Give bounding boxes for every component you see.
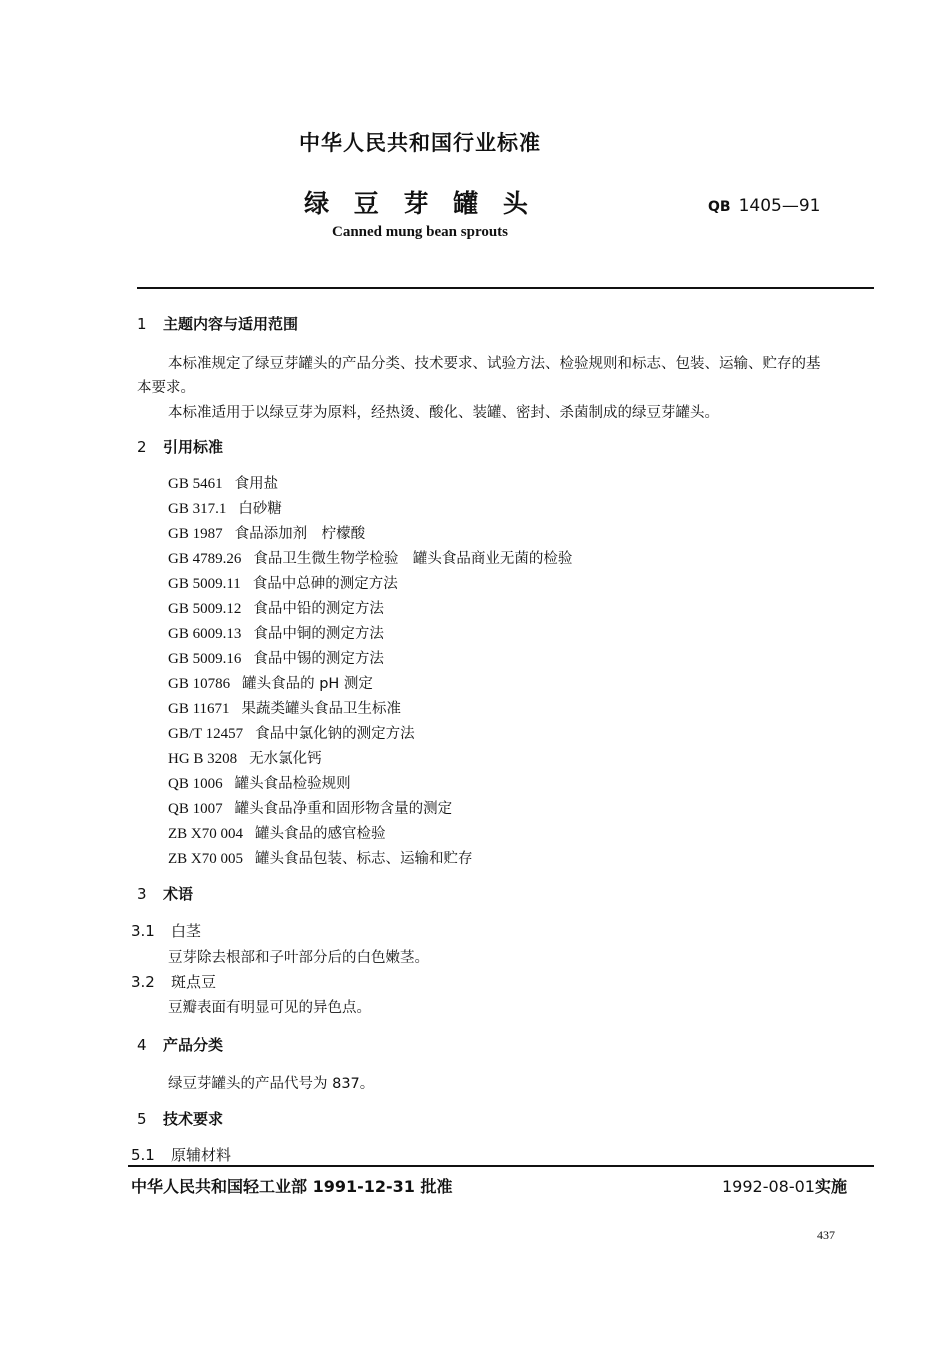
subsection-number: 5.1 [131,1146,155,1164]
reference-code: GB 4789.26 [168,551,242,567]
reference-item [168,747,322,768]
reference-code: GB 6009.13 [168,626,242,642]
reference-item [168,822,386,843]
term-number: 3.1 [131,922,155,940]
reference-item [168,622,384,643]
reference-title: 罐头食品包装、标志、运输和贮存 [255,851,473,867]
reference-code: GB 5009.11 [168,576,241,592]
section-number: 3 [137,885,147,903]
section-number: 1 [137,315,147,333]
section-1-para1-line1: 本标准规定了绿豆芽罐头的产品分类、技术要求、试验方法、检验规则和标志、包装、运输、贮存的基 [168,356,821,372]
reference-item [168,722,415,743]
section-number: 2 [137,438,147,456]
reference-code: GB 5009.16 [168,651,242,667]
reference-item [168,472,278,493]
reference-item [168,547,572,568]
term-number: 3.2 [131,973,155,991]
section-title: 产品分类 [163,1036,224,1054]
term-name: 白茎 [171,922,202,940]
reference-title: 罐头食品净重和固形物含量的测定 [234,801,453,817]
reference-item [168,572,398,593]
section-title: 引用标准 [163,438,224,456]
term-3-2-definition: 豆瓣表面有明显可见的异色点。 [168,1000,371,1016]
reference-code: QB 1007 [168,801,223,817]
reference-title: 罐头食品检验规则 [234,776,351,792]
reference-code: GB/T 12457 [168,726,244,742]
standard-code-number: 1405—91 [738,196,821,216]
document-title: 绿 豆 芽 罐 头 [304,189,536,218]
page-number: 437 [817,1228,835,1242]
reference-title: 食品中锡的测定方法 [253,651,384,667]
reference-code: GB 317.1 [168,501,227,517]
reference-title: 无水氯化钙 [249,751,322,767]
section-4-text: 绿豆芽罐头的产品代号为 837。 [168,1076,375,1092]
effective-label: 实施 [814,1177,847,1196]
section-title: 术语 [163,885,194,903]
section-5-1-heading [131,1144,231,1165]
section-number: 5 [137,1110,147,1128]
footer-divider [128,1165,874,1167]
reference-title: 罐头食品的感官检验 [255,826,386,842]
effective-date [722,1174,847,1197]
reference-code: GB 1987 [168,526,223,542]
effective-date-value: 1992-08-01 [722,1177,815,1196]
reference-title: 白砂糖 [238,501,282,517]
term-3-1-definition: 豆芽除去根部和子叶部分后的白色嫩茎。 [168,950,429,966]
section-5-heading [137,1108,223,1129]
section-3-heading [137,883,193,904]
reference-title: 食品中铅的测定方法 [253,601,384,617]
reference-title: 罐头食品的 pH 测定 [242,676,373,692]
reference-code: GB 10786 [168,676,231,692]
reference-code: HG B 3208 [168,751,238,767]
reference-item [168,772,351,793]
reference-title: 食品中铜的测定方法 [253,626,384,642]
section-1-heading [137,313,298,334]
section-title: 主题内容与适用范围 [163,315,299,333]
reference-item [168,697,401,718]
reference-title: 食品中氯化钠的测定方法 [255,726,415,742]
section-4-heading [137,1034,223,1055]
reference-item [168,672,373,693]
standard-code-prefix: QB [708,199,731,215]
reference-code: GB 11671 [168,701,230,717]
section-2-heading [137,436,223,457]
section-number: 4 [137,1036,147,1054]
standard-type-heading: 中华人民共和国行业标准 [299,131,541,155]
reference-item [168,647,384,668]
reference-item [168,847,473,868]
reference-title: 食用盐 [234,476,279,492]
reference-item [168,597,384,618]
english-title: Canned mung bean sprouts [331,224,509,240]
reference-item [168,797,452,818]
reference-title: 食品中总砷的测定方法 [252,576,398,592]
reference-code: ZB X70 005 [168,851,243,867]
term-3-2-heading [131,971,216,992]
reference-code: ZB X70 004 [168,826,243,842]
subsection-title: 原辅材料 [171,1146,232,1164]
header-divider [137,287,874,289]
reference-title: 果蔬类罐头食品卫生标准 [241,701,402,717]
reference-title: 食品添加剂 柠檬酸 [234,526,366,542]
term-name: 斑点豆 [171,973,217,991]
section-1-para1-line2: 本要求。 [137,380,195,396]
standard-code [708,196,820,216]
reference-item [168,497,282,518]
reference-title: 食品卫生微生物学检验 罐头食品商业无菌的检验 [253,551,573,567]
reference-code: GB 5461 [168,476,223,492]
section-title: 技术要求 [163,1110,224,1128]
term-3-1-heading [131,920,201,941]
issuer-approval: 中华人民共和国轻工业部 1991-12-31 批准 [131,1177,453,1196]
reference-code: QB 1006 [168,776,223,792]
reference-item [168,522,365,543]
reference-code: GB 5009.12 [168,601,242,617]
section-1-para2: 本标准适用于以绿豆芽为原料，经热烫、酸化、装罐、密封、杀菌制成的绿豆芽罐头。 [168,405,719,421]
